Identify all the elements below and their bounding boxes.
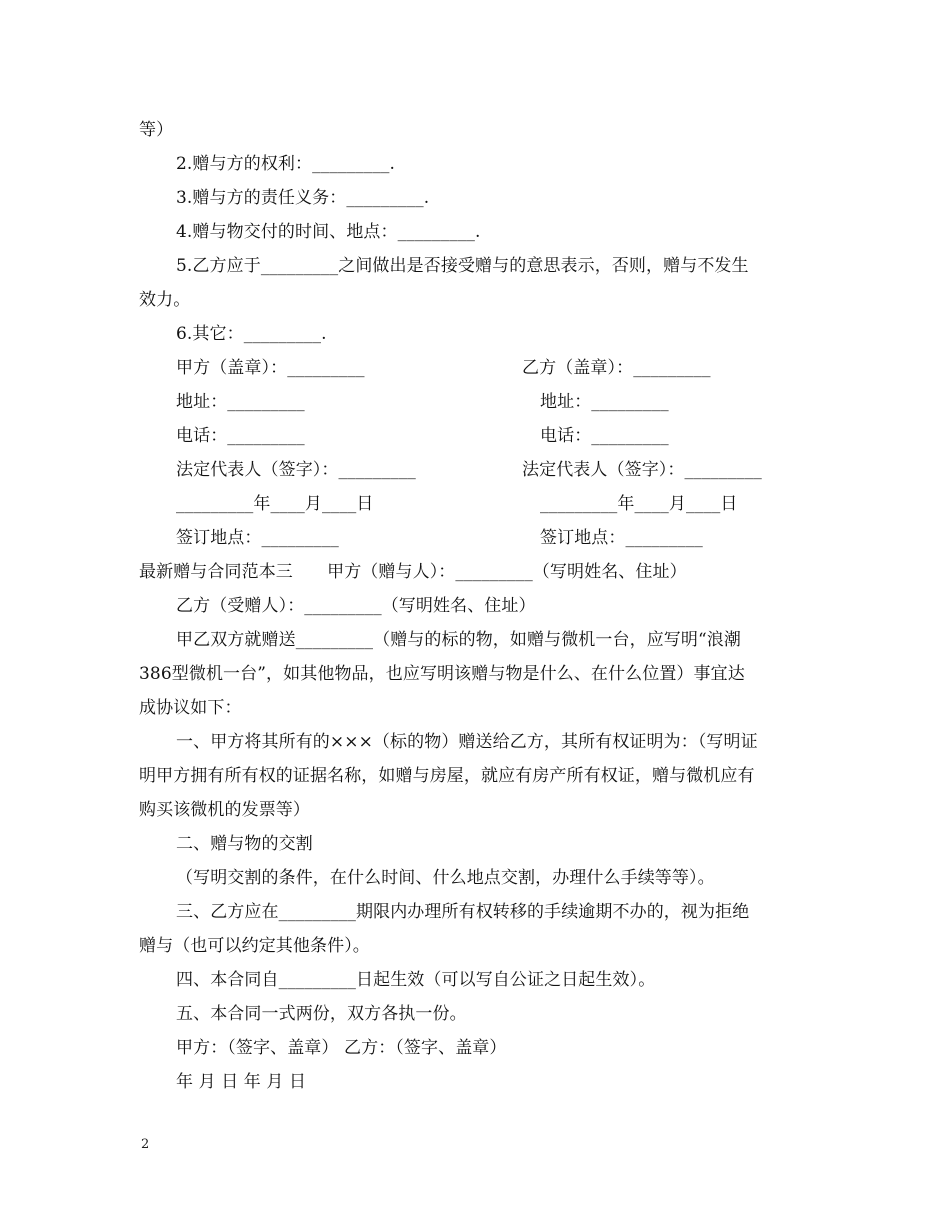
clause-2: 2.赠与方的权利：_________. — [176, 154, 396, 174]
date-line: 年 月 日 年 月 日 — [176, 1072, 307, 1092]
article-4: 四、本合同自_________日起生效（可以写自公证之日起生效）。 — [176, 970, 656, 990]
page-number: 2 — [141, 1137, 150, 1152]
paragraph-line: （写明交割的条件，在什么时间、什么地点交割，办理什么手续等等）。 — [176, 868, 715, 888]
section-heading: 最新赠与合同范本三 甲方（赠与人）：_________（写明姓名、住址） — [139, 562, 687, 582]
party-b-date: _________年____月____日 — [540, 494, 738, 514]
party-a-seal: 甲方（盖章）：_________ — [176, 358, 365, 378]
text-line: 等） — [139, 120, 174, 140]
party-b-phone: 电话：_________ — [540, 426, 669, 446]
paragraph-line: 386型微机一台”，如其他物品，也应写明该赠与物是什么、在什么位置）事宜达 — [139, 664, 745, 684]
paragraph-line: 甲乙双方就赠送_________（赠与的标的物，如赠与微机一台，应写明“浪潮 — [176, 630, 741, 650]
party-b-line: 乙方（受赠人）：_________（写明姓名、住址） — [176, 596, 536, 616]
paragraph-line: 购买该微机的发票等） — [139, 800, 310, 820]
party-a-address: 地址：_________ — [176, 392, 305, 412]
article-5: 五、本合同一式两份，双方各执一份。 — [176, 1004, 467, 1024]
party-a-phone: 电话：_________ — [176, 426, 305, 446]
party-b-representative: 法定代表人（签字）：_________ — [522, 460, 762, 480]
party-b-seal: 乙方（盖章）：_________ — [522, 358, 711, 378]
article-3: 三、乙方应在_________期限内办理所有权转移的手续逾期不办的，视为拒绝 — [176, 902, 750, 922]
party-a-sign-place: 签订地点：_________ — [176, 528, 339, 548]
party-a-representative: 法定代表人（签字）：_________ — [176, 460, 416, 480]
party-b-sign-place: 签订地点：_________ — [540, 528, 703, 548]
clause-6: 6.其它：_________. — [176, 324, 327, 344]
paragraph-line: 明甲方拥有所有权的证据名称，如赠与房屋，就应有房产所有权证，赠与微机应有 — [139, 766, 755, 786]
signature-line: 甲方：（签字、盖章） 乙方：（签字、盖章） — [176, 1038, 507, 1058]
party-a-date: _________年____月____日 — [176, 494, 374, 514]
party-b-address: 地址：_________ — [540, 392, 669, 412]
article-1: 一、甲方将其所有的×××（标的物）赠送给乙方，其所有权证明为：（写明证 — [176, 732, 758, 752]
clause-3: 3.赠与方的责任义务：_________. — [176, 188, 430, 208]
clause-4: 4.赠与物交付的时间、地点：_________. — [176, 222, 481, 242]
article-2: 二、赠与物的交割 — [176, 834, 313, 854]
paragraph-line: 赠与（也可以约定其他条件）。 — [139, 936, 370, 956]
clause-5: 5.乙方应于_________之间做出是否接受赠与的意思表示，否则，赠与不发生 — [176, 256, 749, 276]
paragraph-line: 成协议如下： — [139, 698, 242, 718]
text-line: 效力。 — [139, 290, 191, 310]
